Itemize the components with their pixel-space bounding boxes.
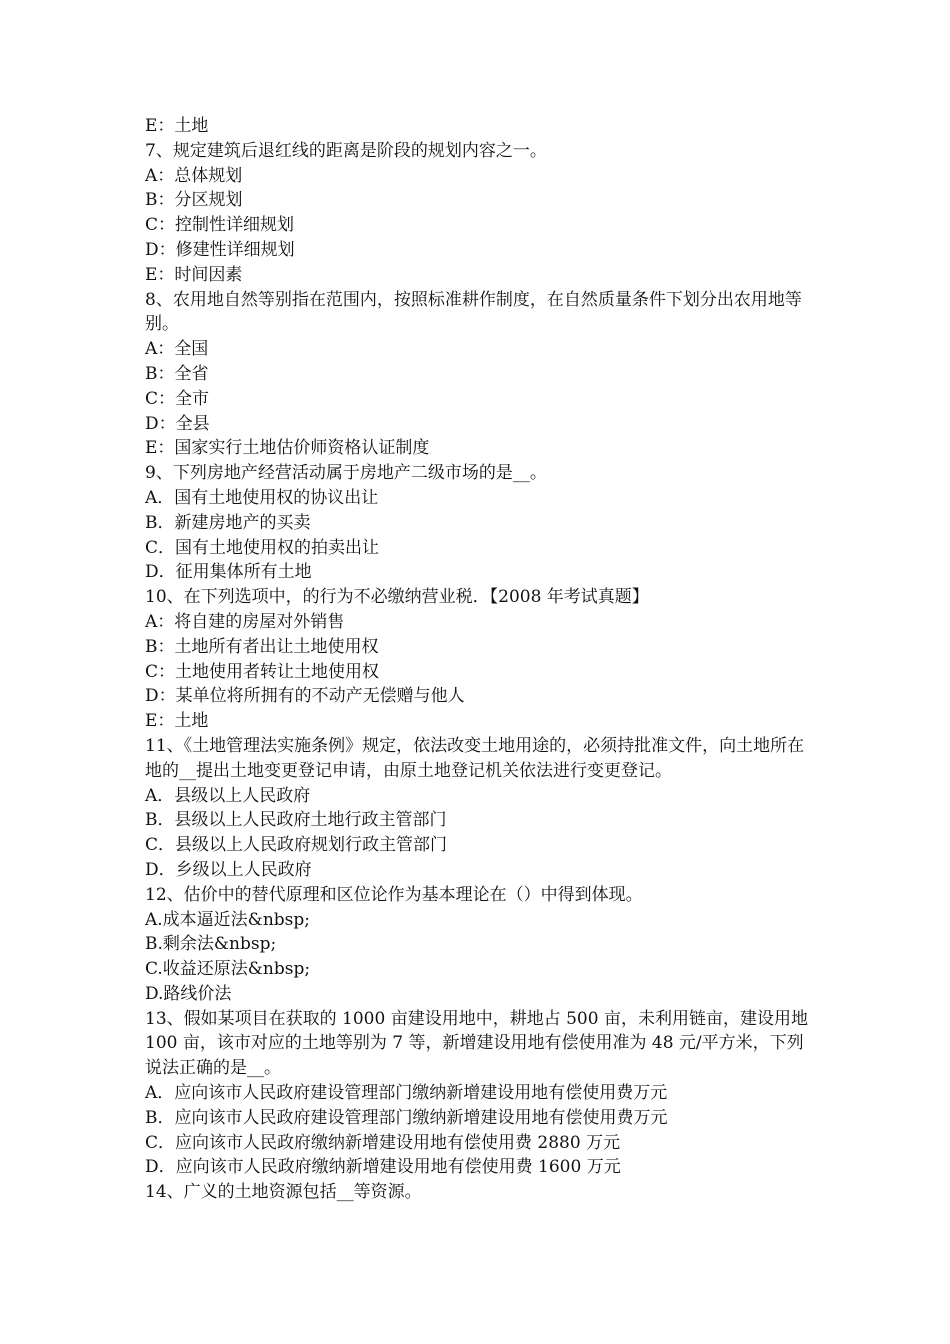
option-line: A：全国 xyxy=(145,339,209,360)
option-line: A：将自建的房屋对外销售 xyxy=(145,611,345,632)
option-line: C．应向该市人民政府缴纳新增建设用地有偿使用费 2880 万元 xyxy=(145,1132,621,1153)
document-body xyxy=(145,114,810,1205)
question-13: 13、假如某项目在获取的 1000 亩建设用地中，耕地占 500 亩，未利用链亩，建设用地 100 亩，该市对应的土地等别为 7 等，新增建设用地有偿使用准为 48 元/平方米，下列说法正确的是__。 xyxy=(145,1008,808,1079)
option-line: D：某单位将所拥有的不动产无偿赠与他人 xyxy=(145,686,465,707)
option-line: A．国有土地使用权的协议出让 xyxy=(145,487,379,508)
option-line: C.收益还原法&nbsp; xyxy=(145,959,311,980)
option-line: D．乡级以上人民政府 xyxy=(145,859,312,880)
question-11: 11、《土地管理法实施条例》规定，依法改变土地用途的，必须持批准文件，向土地所在地的__提出土地变更登记申请，由原土地登记机关依法进行变更登记。 xyxy=(145,735,805,781)
text-line: E：土地 xyxy=(145,116,209,136)
option-line: B：分区规划 xyxy=(145,190,243,211)
option-line: C：全市 xyxy=(145,388,210,409)
option-line: B．应向该市人民政府建设管理部门缴纳新增建设用地有偿使用费万元 xyxy=(145,1107,668,1128)
option-line: B．县级以上人民政府土地行政主管部门 xyxy=(145,810,447,831)
option-line: C．县级以上人民政府规划行政主管部门 xyxy=(145,835,448,856)
option-line: D：修建性详细规划 xyxy=(145,239,295,260)
option-line: B：土地所有者出让土地使用权 xyxy=(145,636,379,657)
option-line: C：土地使用者转让土地使用权 xyxy=(145,661,380,682)
option-line: B.剩余法&nbsp; xyxy=(145,934,277,955)
option-line: A．县级以上人民政府 xyxy=(145,785,311,806)
option-line: D．应向该市人民政府缴纳新增建设用地有偿使用费 1600 万元 xyxy=(145,1157,621,1178)
option-line: E：土地 xyxy=(145,711,209,732)
question-12: 12、估价中的替代原理和区位论作为基本理论在（）中得到体现。 xyxy=(145,884,643,905)
option-line: D.路线价法 xyxy=(145,983,232,1004)
question-14: 14、广义的土地资源包括__等资源。 xyxy=(145,1182,422,1203)
option-line: D：全县 xyxy=(145,413,210,434)
option-line: E：时间因素 xyxy=(145,264,243,285)
question-7: 7、规定建筑后退红线的距离是阶段的规划内容之一。 xyxy=(145,140,547,161)
question-9: 9、下列房地产经营活动属于房地产二级市场的是__。 xyxy=(145,463,547,484)
option-line: C．国有土地使用权的拍卖出让 xyxy=(145,537,380,558)
option-line: A：总体规划 xyxy=(145,165,243,186)
option-line: C：控制性详细规划 xyxy=(145,215,295,236)
question-10: 10、在下列选项中，的行为不必缴纳营业税．【2008 年考试真题】 xyxy=(145,587,649,608)
option-line: B：全省 xyxy=(145,363,209,384)
option-line: A.成本逼近法&nbsp; xyxy=(145,909,310,930)
option-line: D．征用集体所有土地 xyxy=(145,562,312,583)
question-8: 8、农用地自然等别指在范围内，按照标准耕作制度，在自然质量条件下划分出农用地等别。 xyxy=(145,289,802,335)
option-line: A．应向该市人民政府建设管理部门缴纳新增建设用地有偿使用费万元 xyxy=(145,1083,668,1104)
option-line: E：国家实行土地估价师资格认证制度 xyxy=(145,438,430,459)
option-line: B．新建房地产的买卖 xyxy=(145,512,311,533)
